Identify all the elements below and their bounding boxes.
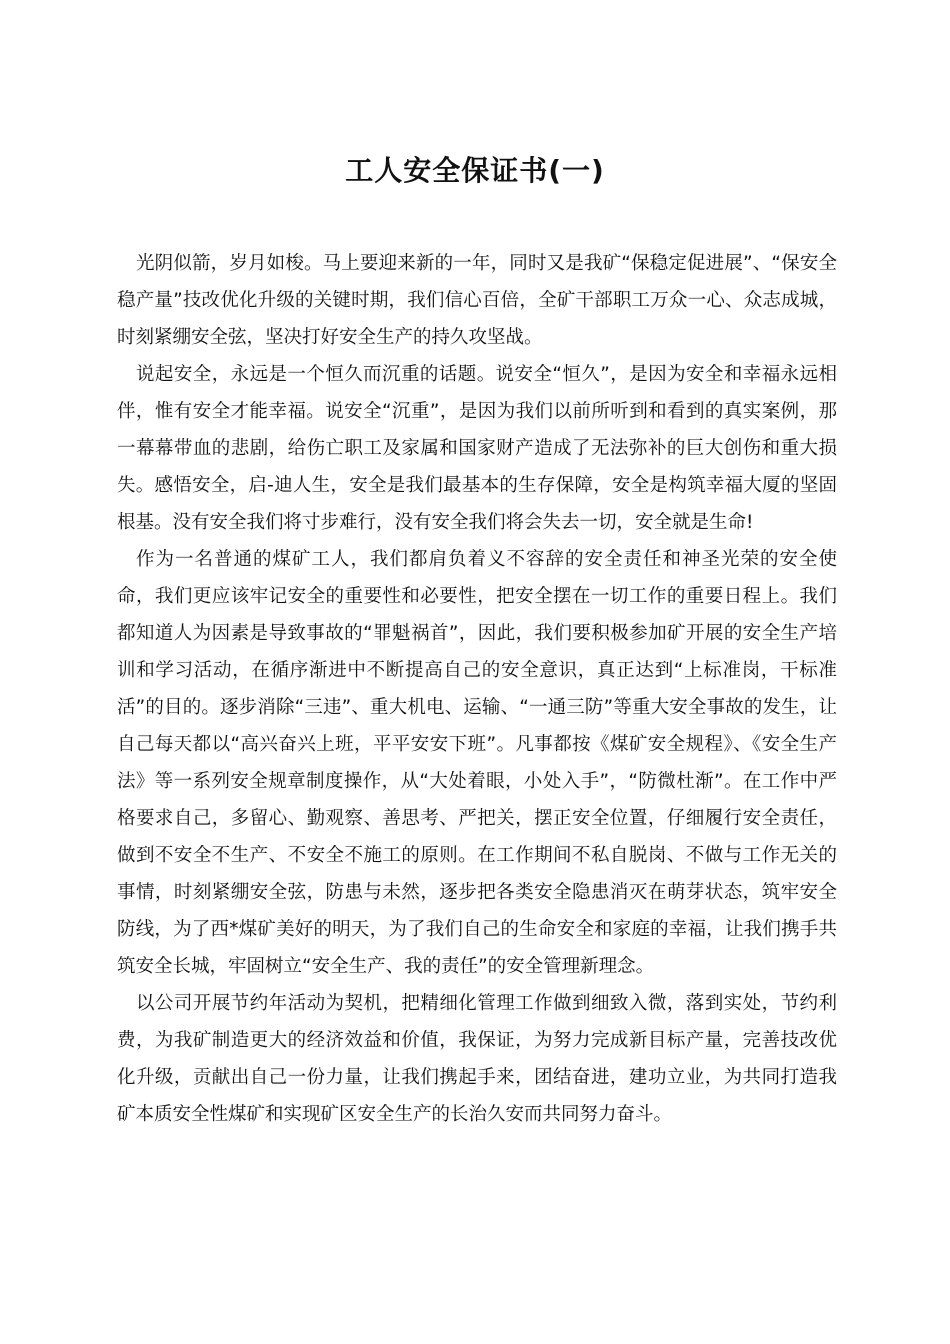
paragraph-3: 作为一名普通的煤矿工人，我们都肩负着义不容辞的安全责任和神圣光荣的安全使命，我们更应该牢记安全的重要性和必要性，把安全摆在一切工作的重要日程上。我们都知道人为因素是导致事故的“罪魁祸首”，因此，我们要积极参加矿开展的安全生产培训和学习活动，在循序渐进中不断提高自己的安全意识，真正达到“上标准岗，干标准活”的目的。逐步消除“三违”、重大机电、运输、“一通三防”等重大安全事故的发生，让自己每天都以“高兴奋兴上班，平平安安下班”。凡事都按《煤矿安全规程》、《安全生产法》等一系列安全规章制度操作，从“大处着眼，小处入手”，“防微杜渐”。在工作中严格要求自己，多留心、勤观察、善思考、严把关，摆正安全位置，仔细履行安全责任，做到不安全不生产、不安全不施工的原则。在工作期间不私自脱岗、不做与工作无关的事情，时刻紧绷安全弦，防患与未然，逐步把各类安全隐患消灭在萌芽状态，筑牢安全防线，为了西*煤矿美好的明天，为了我们自己的生命安全和家庭的幸福，让我们携手共筑安全长城，牢固树立“安全生产、我的责任”的安全管理新理念。 bbox=[117, 549, 837, 977]
paragraph-1: 光阴似箭，岁月如梭。马上要迎来新的一年，同时又是我矿“保稳定促进展”、“保安全稳产量”技改优化升级的关键时期，我们信心百倍，全矿干部职工万众一心、众志成城，时刻紧绷安全弦，坚决打好安全生产的持久攻坚战。 bbox=[117, 253, 837, 348]
paragraph-2: 说起安全，永远是一个恒久而沉重的话题。说安全“恒久”，是因为安全和幸福永远相伴，惟有安全才能幸福。说安全“沉重”，是因为我们以前所听到和看到的真实案例，那一幕幕带血的悲剧，给伤亡职工及家属和国家财产造成了无法弥补的巨大创伤和重大损失。感悟安全，启-迪人生，安全是我们最基本的生存保障，安全是构筑幸福大厦的坚固根基。没有安全我们将寸步难行，没有安全我们将会失去一切，安全就是生命! bbox=[117, 364, 837, 533]
paragraph-4: 以公司开展节约年活动为契机，把精细化管理工作做到细致入微，落到实处，节约利费，为我矿制造更大的经济效益和价值，我保证，为努力完成新目标产量，完善技改优化升级，贡献出自己一份力量，让我们携起手来，团结奋进，建功立业，为共同打造我矿本质安全性煤矿和实现矿区安全生产的长治久安而共同努力奋斗。 bbox=[117, 993, 837, 1125]
document-body bbox=[117, 245, 837, 1133]
document-title: 工人安全保证书(一) bbox=[345, 153, 605, 187]
